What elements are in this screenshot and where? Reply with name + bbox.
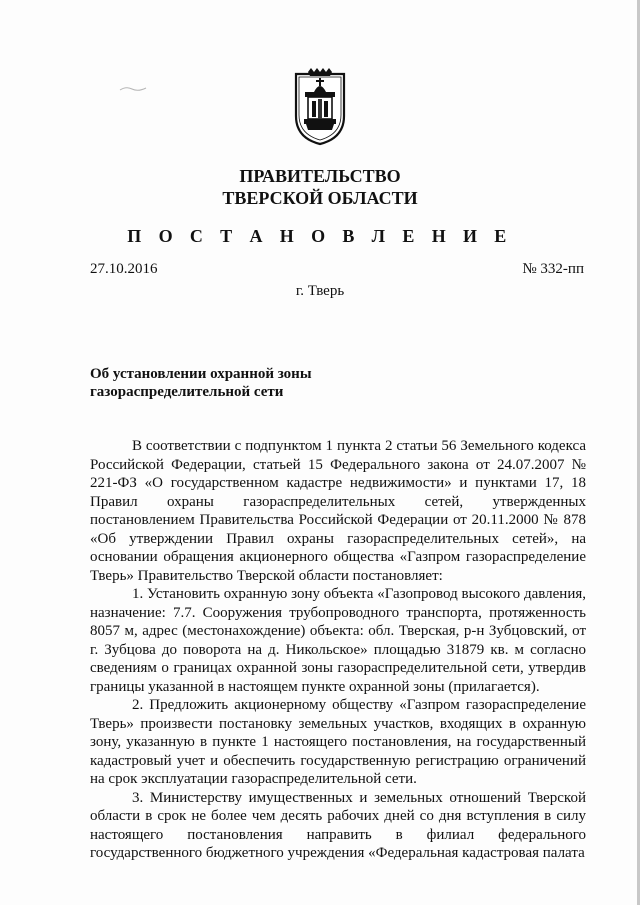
government-title-line2: ТВЕРСКОЙ ОБЛАСТИ [222, 188, 418, 208]
document-date: 27.10.2016 [90, 261, 158, 277]
document-type-title: П О С Т А Н О В Л Е Н И Е [127, 226, 513, 246]
item-2-paragraph: 2. Предложить акционерному обществу «Газпром газораспределение Тверь» произвести постановку земельных участков, входящих в охранную зону, указанную в пункте 1 настоящего постановления, на государственный кадастровый учет и обеспечить государственную регистрацию ограничений на срок эксплуатации газораспределительной сети. [90, 697, 586, 787]
document-body [90, 437, 586, 863]
coat-of-arms-icon [294, 68, 346, 146]
item-1-paragraph: 1. Установить охранную зону объекта «Газопровод высокого давления, назначение: 7.7. Сооружения трубопроводного транспорта, протяженность 8057 м, адрес (местонахождение) объекта: обл. Тверская, р-н Зубцовский, от г. Зубцова до поворота на д. Никольское» площадью 31879 кв. м согласно сведениям о границах охранной зоны газораспределительной сети, утвердив границы указанной в настоящем пункте охранной зоны (прилагается). [90, 586, 586, 695]
pencil-mark [118, 84, 148, 94]
document-subject [90, 365, 312, 401]
subject-line2: газораспределительной сети [90, 384, 284, 400]
preamble-paragraph: В соответствии с подпунктом 1 пункта 2 статьи 56 Земельного кодекса Российской Федерации, статьей 15 Федерального закона от 24.07.2007 № 221-ФЗ «О государственном кадастре недвижимости» и пунктами 17, 18 Правил охраны газораспределительных сетей, утвержденных постановлением Правительства Российской Федерации от 20.11.2000 № 878 «Об утверждении Правил охраны газораспределительных сетей», на основании обращения акционерного общества «Газпром газораспределение Тверь» Правительство Тверской области постановляет: [90, 438, 586, 584]
item-3-paragraph: 3. Министерству имущественных и земельных отношений Тверской области в срок не более чем десять рабочих дней со дня вступления в силу настоящего постановления направить в филиал федерального государственного бюджетного учреждения «Федеральная кадастровая палата [90, 789, 586, 861]
document-city: г. Тверь [295, 283, 345, 299]
document-number: № 332-пп [522, 261, 584, 277]
government-title-line1: ПРАВИТЕЛЬСТВО [239, 166, 401, 186]
subject-line1: Об установлении охранной зоны [90, 366, 312, 382]
